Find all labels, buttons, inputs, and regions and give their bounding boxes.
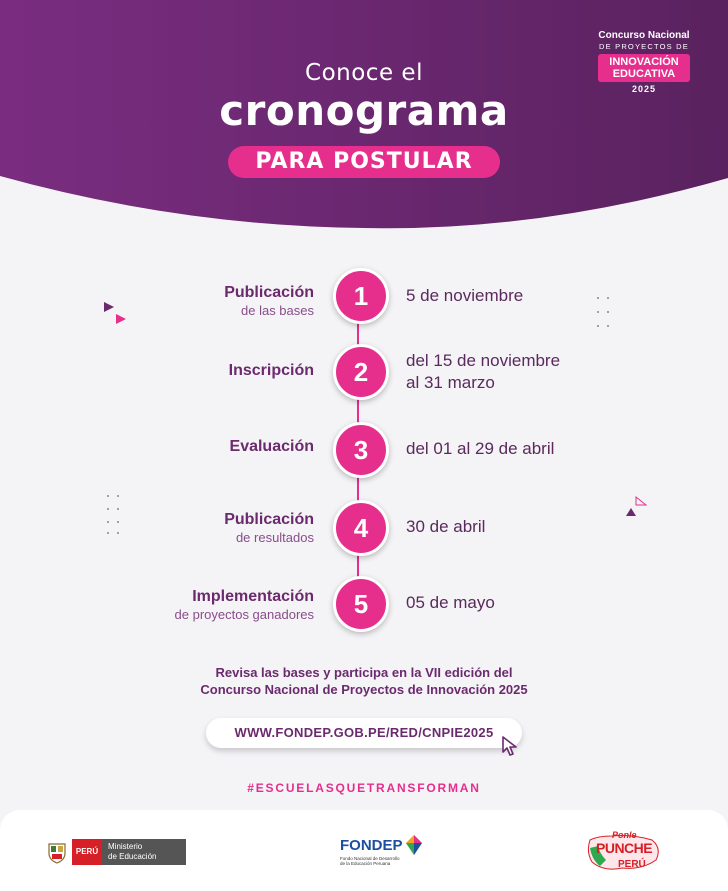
step-label — [224, 284, 314, 318]
punche-line2: PUNCHE — [596, 840, 653, 856]
badge-line2: DE PROYECTOS DE — [599, 42, 689, 51]
badge-line3: INNOVACIÓN — [609, 56, 679, 68]
ponle-punche-logo — [582, 830, 664, 874]
triangle-deco-icon — [102, 300, 132, 330]
intro-text: Conoce el — [305, 60, 423, 86]
step-date-line1: 05 de mayo — [406, 593, 495, 612]
page-title: cronograma — [219, 86, 509, 135]
step-date — [406, 516, 485, 538]
step-label — [229, 362, 314, 380]
title-pill: PARA POSTULAR — [228, 146, 500, 178]
triangle-deco-icon — [624, 494, 650, 520]
coat-of-arms-icon — [46, 840, 68, 864]
step-number: 5 — [333, 576, 389, 632]
step-title: Publicación — [224, 511, 314, 528]
fondep-subtitle2: de la Educación Peruana — [340, 861, 391, 866]
dots-deco-icon — [594, 294, 614, 334]
info-note-line2: Concurso Nacional de Proyectos de Innovación 2025 — [200, 682, 528, 697]
ministerio-line1: Ministerio — [108, 842, 143, 851]
step-date-line2: al 31 marzo — [406, 373, 495, 392]
step-label — [230, 438, 314, 456]
ministerio-label — [102, 839, 186, 865]
step-title: Inscripción — [228, 362, 314, 379]
info-note-line1: Revisa las bases y participa en la VII edición del — [215, 665, 513, 680]
minedu-logo — [46, 836, 192, 868]
step-subtitle: de las bases — [241, 303, 314, 318]
hashtag: #ESCUELASQUETRANSFORMAN — [247, 781, 481, 795]
website-link[interactable]: WWW.FONDEP.GOB.PE/RED/CNPIE2025 — [206, 718, 522, 748]
step-number: 4 — [333, 500, 389, 556]
header-banner — [0, 0, 728, 240]
step-date — [406, 350, 560, 394]
step-number: 2 — [333, 344, 389, 400]
badge-line1: Concurso Nacional — [598, 30, 690, 41]
step-date — [406, 285, 523, 307]
punche-line3: PERÚ — [618, 859, 646, 870]
ministerio-line2: de Educación — [108, 852, 157, 861]
step-date-line1: 30 de abril — [406, 517, 486, 536]
step-date — [406, 438, 554, 460]
badge-box — [598, 54, 690, 82]
step-subtitle: de proyectos ganadores — [174, 607, 314, 622]
step-date-line1: del 01 al 29 de abril — [406, 439, 555, 458]
step-number: 1 — [333, 268, 389, 324]
fondep-name: FONDEP — [340, 836, 403, 854]
fondep-subtitle1: Fondo Nacional de Desarrollo — [340, 856, 400, 861]
badge-year: 2025 — [631, 84, 657, 94]
step-label — [175, 588, 314, 622]
kite-icon — [405, 834, 423, 856]
cursor-icon — [500, 734, 524, 758]
step-date-line1: del 15 de noviembre — [406, 351, 561, 370]
dots-deco-icon — [104, 492, 124, 536]
info-note — [0, 664, 728, 698]
step-title: Evaluación — [229, 438, 314, 455]
punche-line1: Ponle — [612, 830, 637, 840]
step-title: Publicación — [224, 284, 314, 301]
step-date — [406, 592, 495, 614]
step-subtitle: de resultados — [235, 530, 314, 545]
contest-badge — [592, 30, 696, 94]
step-date-line1: 5 de noviembre — [406, 286, 524, 305]
peru-label: PERÚ — [72, 839, 102, 865]
step-label — [224, 511, 314, 545]
badge-line4: EDUCATIVA — [612, 68, 676, 80]
fondep-logo — [340, 834, 424, 874]
step-title: Implementación — [192, 588, 314, 605]
step-number: 3 — [333, 422, 389, 478]
